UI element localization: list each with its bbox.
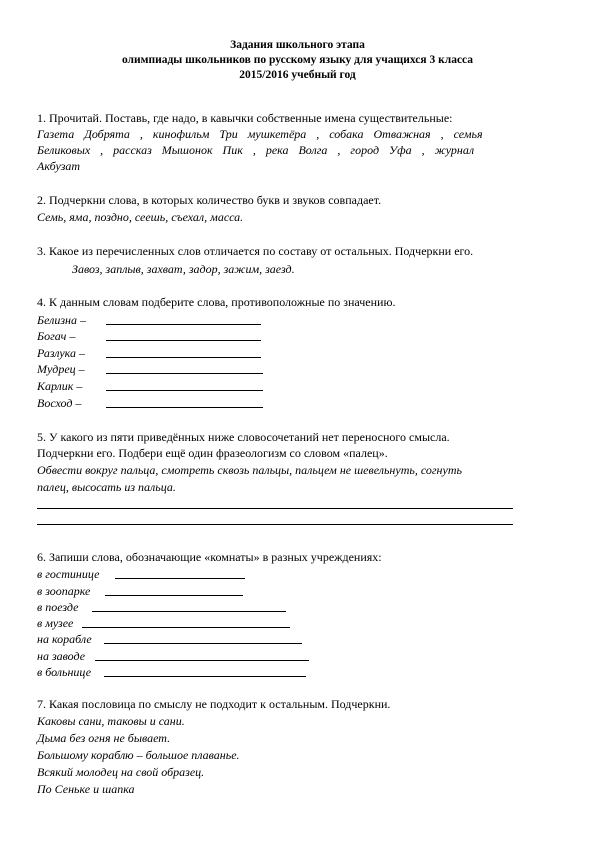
task7-proverb[interactable]: Дыма без огня не бывает. xyxy=(37,731,171,745)
task7-proverb[interactable]: Каковы сани, таковы и сани. xyxy=(37,714,185,728)
task2-words: Семь, яма, поздно, сеешь, съехал, масса. xyxy=(37,210,244,224)
task5-text-line-2: палец, высосать из пальца. xyxy=(37,480,176,494)
task2-question: 2. Подчеркни слова, в которых количество букв и звуков совпадает. xyxy=(37,193,382,207)
answer-line[interactable] xyxy=(92,611,286,612)
task4-item: Белизна – xyxy=(37,313,86,327)
task7-proverb[interactable]: По Сеньке и шапка xyxy=(37,782,135,796)
task4-item: Разлука – xyxy=(37,346,85,360)
task7-question: 7. Какая пословица по смыслу не подходит к остальным. Подчеркни. xyxy=(37,697,391,711)
task1-question: 1. Прочитай. Поставь, где надо, в кавычки собственные имена существительные: xyxy=(37,111,453,125)
task7-proverb[interactable]: Большому кораблю – большое плаванье. xyxy=(37,748,240,762)
header-line-3: 2015/2016 учебный год xyxy=(239,69,356,81)
answer-line[interactable] xyxy=(106,373,263,374)
answer-line[interactable] xyxy=(106,390,263,391)
task4-item: Восход – xyxy=(37,396,82,410)
answer-line[interactable] xyxy=(106,357,261,358)
answer-line[interactable] xyxy=(106,340,261,341)
task4-question: 4. К данным словам подберите слова, противоположные по значению. xyxy=(37,295,396,309)
task1-text-line-1: Газета Добрята , кинофильм Три мушкетёра , собака Отважная , семья xyxy=(37,127,483,141)
answer-line[interactable] xyxy=(105,595,243,596)
answer-line[interactable] xyxy=(104,643,302,644)
answer-line[interactable] xyxy=(37,508,513,509)
task4-item: Карлик – xyxy=(37,379,83,393)
task3-question: 3. Какое из перечисленных слов отличается по составу от остальных. Подчеркни его. xyxy=(37,244,474,258)
task5-question-line-2: Подчеркни его. Подбери ещё один фразеологизм со словом «палец». xyxy=(37,446,388,460)
task6-item: в больнице xyxy=(37,665,92,679)
task6-item: в зоопарке xyxy=(37,584,91,598)
answer-line[interactable] xyxy=(82,627,290,628)
task5-question-line-1: 5. У какого из пяти приведённых ниже словосочетаний нет переносного смысла. xyxy=(37,430,450,444)
answer-line[interactable] xyxy=(104,676,306,677)
answer-line[interactable] xyxy=(115,578,245,579)
answer-line[interactable] xyxy=(37,524,513,525)
task3-words: Завоз, заплыв, захват, задор, зажим, заезд. xyxy=(72,262,295,276)
task6-item: в музее xyxy=(37,616,74,630)
task6-item: на заводе xyxy=(37,649,86,663)
header-line-1: Задания школьного этапа xyxy=(230,39,365,51)
task1-text-line-3: Акбузат xyxy=(37,159,81,173)
task1-text-line-2: Беликовых , рассказ Мышонок Пик , река Волга , город Уфа , журнал xyxy=(37,143,475,157)
task6-item: на корабле xyxy=(37,632,92,646)
task6-item: в поезде xyxy=(37,600,79,614)
task6-question: 6. Запиши слова, обозначающие «комнаты» в разных учреждениях: xyxy=(37,550,382,564)
task4-item: Мудрец – xyxy=(37,362,85,376)
task5-text-line-1: Обвести вокруг пальца, смотреть сквозь пальцы, пальцем не шевельнуть, согнуть xyxy=(37,463,462,477)
answer-line[interactable] xyxy=(106,407,263,408)
answer-line[interactable] xyxy=(106,324,261,325)
answer-line[interactable] xyxy=(95,660,309,661)
task7-proverb[interactable]: Всякий молодец на свой образец. xyxy=(37,765,205,779)
header-line-2: олимпиады школьников по русскому языку для учащихся 3 класса xyxy=(121,54,474,66)
task6-item: в гостинице xyxy=(37,567,100,581)
task4-item: Богач – xyxy=(37,329,76,343)
